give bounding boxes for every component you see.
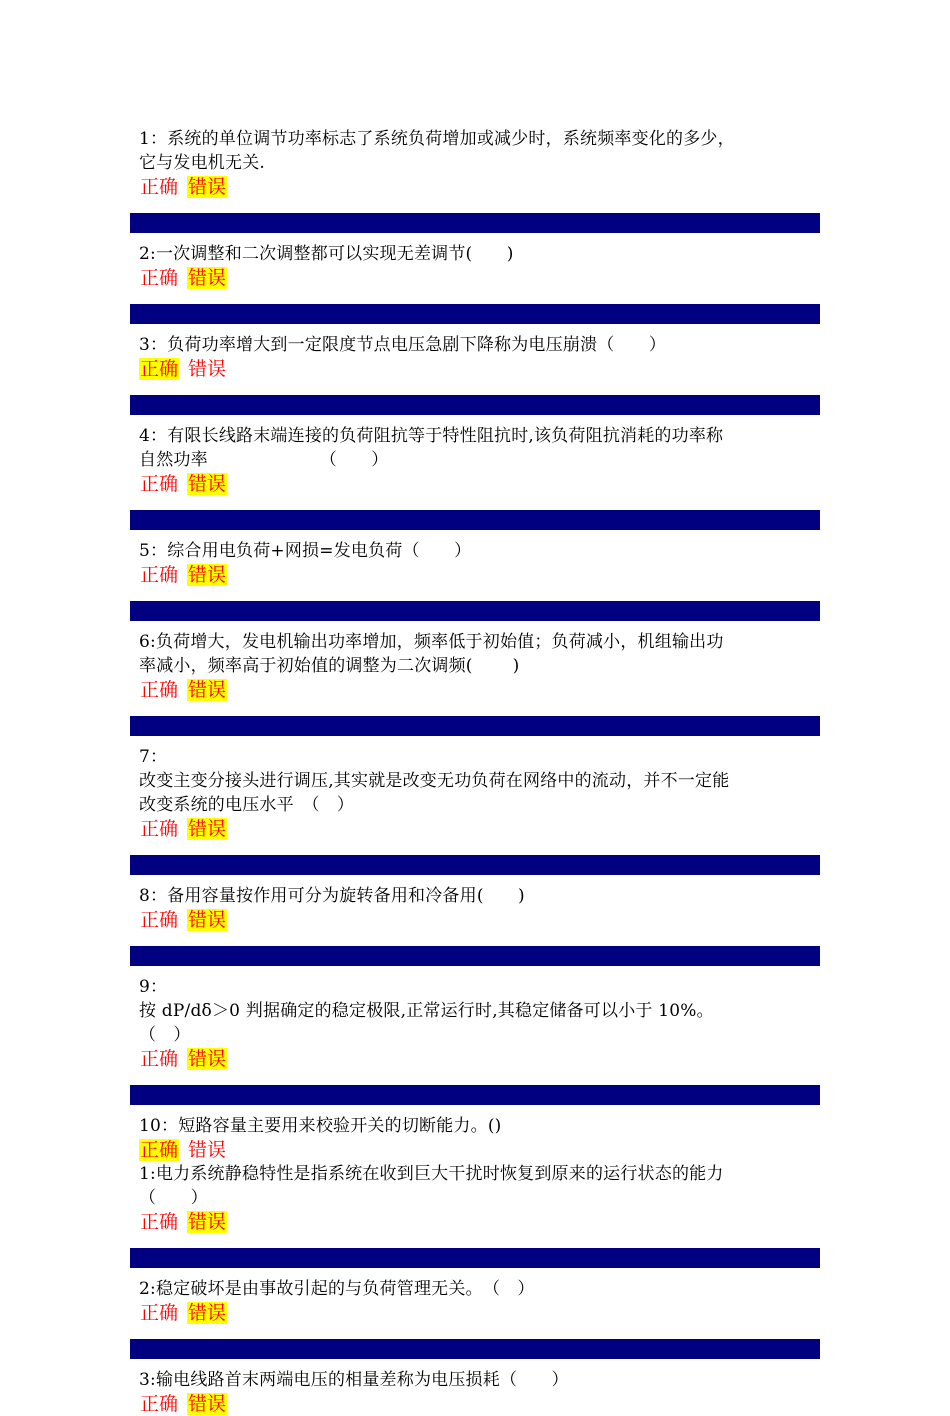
question-block (130, 1162, 820, 1268)
option-wrong[interactable]: 错误 (188, 1139, 227, 1161)
option-correct[interactable]: 正确 (140, 1139, 179, 1161)
option-correct[interactable]: 正确 (140, 909, 179, 931)
separator-bar (130, 855, 820, 875)
separator-bar (130, 1339, 820, 1359)
question-text: 1：系统的单位调节功率标志了系统负荷增加或减少时，系统频率变化的多少， 它与发电机无关. (139, 129, 735, 173)
option-wrong[interactable]: 错误 (188, 1302, 227, 1324)
question-block (130, 1114, 820, 1162)
question (130, 333, 820, 381)
question-text: 2:一次调整和二次调整都可以实现无差调节( ) (139, 244, 514, 264)
question-block (130, 884, 820, 966)
question-block (130, 539, 820, 621)
answer-options (139, 563, 820, 587)
option-correct[interactable]: 正确 (140, 358, 179, 380)
question (130, 424, 820, 496)
question (130, 127, 820, 199)
question (130, 975, 820, 1071)
separator-bar (130, 601, 820, 621)
option-correct[interactable]: 正确 (140, 1302, 179, 1324)
option-correct[interactable]: 正确 (140, 1393, 179, 1415)
answer-options (139, 1210, 820, 1234)
answer-options (139, 817, 820, 841)
option-correct[interactable]: 正确 (140, 1048, 179, 1070)
option-correct[interactable]: 正确 (140, 267, 179, 289)
answer-options (139, 1138, 820, 1162)
question-block (130, 242, 820, 324)
question (130, 1114, 820, 1162)
separator-bar (130, 304, 820, 324)
option-wrong[interactable]: 错误 (188, 267, 227, 289)
answer-options (139, 908, 820, 932)
separator-bar (130, 946, 820, 966)
answer-options (139, 1392, 820, 1416)
separator-bar (130, 716, 820, 736)
option-wrong[interactable]: 错误 (188, 564, 227, 586)
question (130, 539, 820, 587)
question (130, 1368, 820, 1416)
question-text: 3：负荷功率增大到一定限度节点电压急剧下降称为电压崩溃（ ） (139, 335, 667, 355)
question-text: 10：短路容量主要用来校验开关的切断能力。() (139, 1116, 502, 1136)
answer-options (139, 472, 820, 496)
question-text: 4：有限长线路末端连接的负荷阻抗等于特性阻抗时,该负荷阻抗消耗的功率称 自然功率 （ ） (139, 426, 724, 470)
option-wrong[interactable]: 错误 (188, 358, 227, 380)
answer-options (139, 1047, 820, 1071)
question-block (130, 975, 820, 1105)
option-correct[interactable]: 正确 (140, 473, 179, 495)
option-wrong[interactable]: 错误 (188, 1211, 227, 1233)
answer-options (139, 357, 820, 381)
question (130, 630, 820, 702)
question-text: 2:稳定破坏是由事故引起的与负荷管理无关。 （ ） (139, 1279, 535, 1299)
question-block (130, 630, 820, 736)
question-text: 1:电力系统静稳特性是指系统在收到巨大干扰时恢复到原来的运行状态的能力 （ ） (139, 1164, 724, 1208)
answer-options (139, 175, 820, 199)
separator-bar (130, 213, 820, 233)
option-wrong[interactable]: 错误 (188, 1048, 227, 1070)
separator-bar (130, 510, 820, 530)
answer-options (139, 1301, 820, 1325)
option-correct[interactable]: 正确 (140, 564, 179, 586)
question-block (130, 1277, 820, 1359)
question-text: 9： 按 dP/dδ＞0 判据确定的稳定极限,正常运行时,其稳定储备可以小于 10%。 （ ） (139, 977, 714, 1045)
option-correct[interactable]: 正确 (140, 176, 179, 198)
option-wrong[interactable]: 错误 (188, 679, 227, 701)
question-list (130, 127, 820, 1416)
separator-bar (130, 395, 820, 415)
separator-bar (130, 1085, 820, 1105)
question-block (130, 1368, 820, 1416)
question-block (130, 745, 820, 875)
question-text: 5：综合用电负荷+网损=发电负荷（ ） (139, 541, 472, 561)
question (130, 1162, 820, 1234)
question-text: 7： 改变主变分接头进行调压,其实就是改变无功负荷在网络中的流动，并不一定能 改变系统的电压水平 （ ） (139, 747, 730, 815)
question (130, 884, 820, 932)
question-text: 6:负荷增大，发电机输出功率增加，频率低于初始值；负荷减小，机组输出功 率减小，频率高于初始值的调整为二次调频( ) (139, 632, 724, 676)
question-block (130, 333, 820, 415)
question-block (130, 424, 820, 530)
option-correct[interactable]: 正确 (140, 1211, 179, 1233)
question-block (130, 127, 820, 233)
option-wrong[interactable]: 错误 (188, 1393, 227, 1415)
answer-options (139, 266, 820, 290)
separator-bar (130, 1248, 820, 1268)
question-text: 8：备用容量按作用可分为旋转备用和冷备用( ) (139, 886, 525, 906)
question (130, 1277, 820, 1325)
option-correct[interactable]: 正确 (140, 818, 179, 840)
option-wrong[interactable]: 错误 (188, 473, 227, 495)
option-correct[interactable]: 正确 (140, 679, 179, 701)
question-text: 3:输电线路首末两端电压的相量差称为电压损耗（ ） (139, 1370, 569, 1390)
option-wrong[interactable]: 错误 (188, 909, 227, 931)
option-wrong[interactable]: 错误 (188, 818, 227, 840)
question (130, 745, 820, 841)
option-wrong[interactable]: 错误 (188, 176, 227, 198)
question (130, 242, 820, 290)
answer-options (139, 678, 820, 702)
